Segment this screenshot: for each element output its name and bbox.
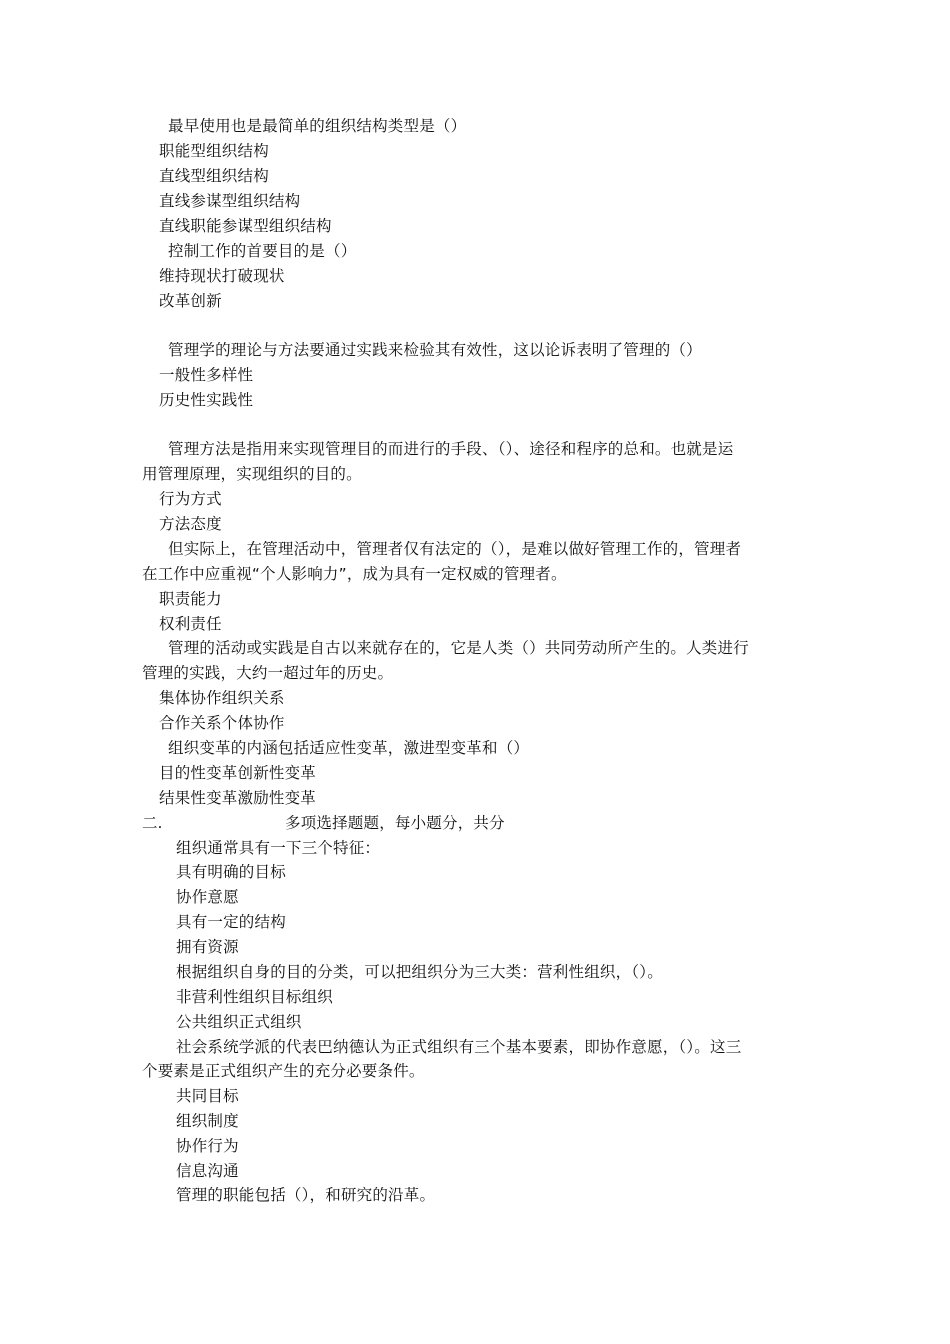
section-number: 二.	[142, 814, 163, 832]
question-stem-continued: 在工作中应重视“个人影响力”，成为具有一定权威的管理者。	[142, 565, 567, 583]
question-stem-continued: 个要素是正式组织产生的充分必要条件。	[142, 1062, 425, 1080]
answer-option: 协作行为	[176, 1137, 239, 1155]
question-stem: 组织变革的内涵包括适应性变革，激进型变革和（）	[168, 739, 530, 757]
question-stem-continued: 用管理原理，实现组织的目的。	[142, 465, 362, 483]
answer-option: 拥有资源	[176, 938, 239, 956]
question-stem: 社会系统学派的代表巴纳德认为正式组织有三个基本要素，即协作意愿，（）。这三	[176, 1038, 742, 1056]
answer-option: 方法态度	[159, 515, 222, 533]
question-stem: 最早使用也是最简单的组织结构类型是（）	[168, 117, 467, 135]
answer-option: 历史性实践性	[159, 391, 254, 409]
question-stem: 但实际上，在管理活动中，管理者仅有法定的（），是难以做好管理工作的，管理者	[168, 540, 742, 558]
answer-option: 权利责任	[159, 615, 222, 633]
answer-option: 行为方式	[159, 490, 222, 508]
answer-option: 直线职能参谋型组织结构	[159, 217, 332, 235]
question-stem: 控制工作的首要目的是（）	[168, 242, 357, 260]
answer-option: 结果性变革激励性变革	[159, 789, 317, 807]
question-stem: 管理的职能包括（），和研究的沿革。	[176, 1186, 436, 1204]
question-stem: 组织通常具有一下三个特征：	[176, 839, 381, 857]
question-stem: 根据组织自身的目的分类，可以把组织分为三大类：营利性组织，（）。	[176, 963, 663, 981]
answer-option: 直线参谋型组织结构	[159, 192, 301, 210]
answer-option: 改革创新	[159, 292, 222, 310]
answer-option: 具有明确的目标	[176, 863, 286, 881]
answer-option: 共同目标	[176, 1087, 239, 1105]
question-stem: 管理的活动或实践是自古以来就存在的，它是人类（）共同劳动所产生的。人类进行	[168, 639, 749, 657]
answer-option: 一般性多样性	[159, 366, 254, 384]
answer-option: 职责能力	[159, 590, 222, 608]
answer-option: 组织制度	[176, 1112, 239, 1130]
answer-option: 合作关系个体协作	[159, 714, 285, 732]
answer-option: 职能型组织结构	[159, 142, 269, 160]
question-stem-continued: 管理的实践，大约一超过年的历史。	[142, 664, 394, 682]
answer-option: 具有一定的结构	[176, 913, 286, 931]
answer-option: 信息沟通	[176, 1162, 239, 1180]
answer-option: 公共组织正式组织	[176, 1013, 302, 1031]
answer-option: 非营利性组织目标组织	[176, 988, 334, 1006]
answer-option: 协作意愿	[176, 888, 239, 906]
answer-option: 直线型组织结构	[159, 167, 269, 185]
section-title: 多项选择题题，每小题分，共分	[285, 814, 505, 832]
question-stem: 管理方法是指用来实现管理目的而进行的手段、（）、途径和程序的总和。也就是运	[168, 440, 734, 458]
answer-option: 维持现状打破现状	[159, 267, 285, 285]
question-stem: 管理学的理论与方法要通过实践来检验其有效性，这以论诉表明了管理的（）	[168, 341, 702, 359]
answer-option: 集体协作组织关系	[159, 689, 285, 707]
answer-option: 目的性变革创新性变革	[159, 764, 317, 782]
